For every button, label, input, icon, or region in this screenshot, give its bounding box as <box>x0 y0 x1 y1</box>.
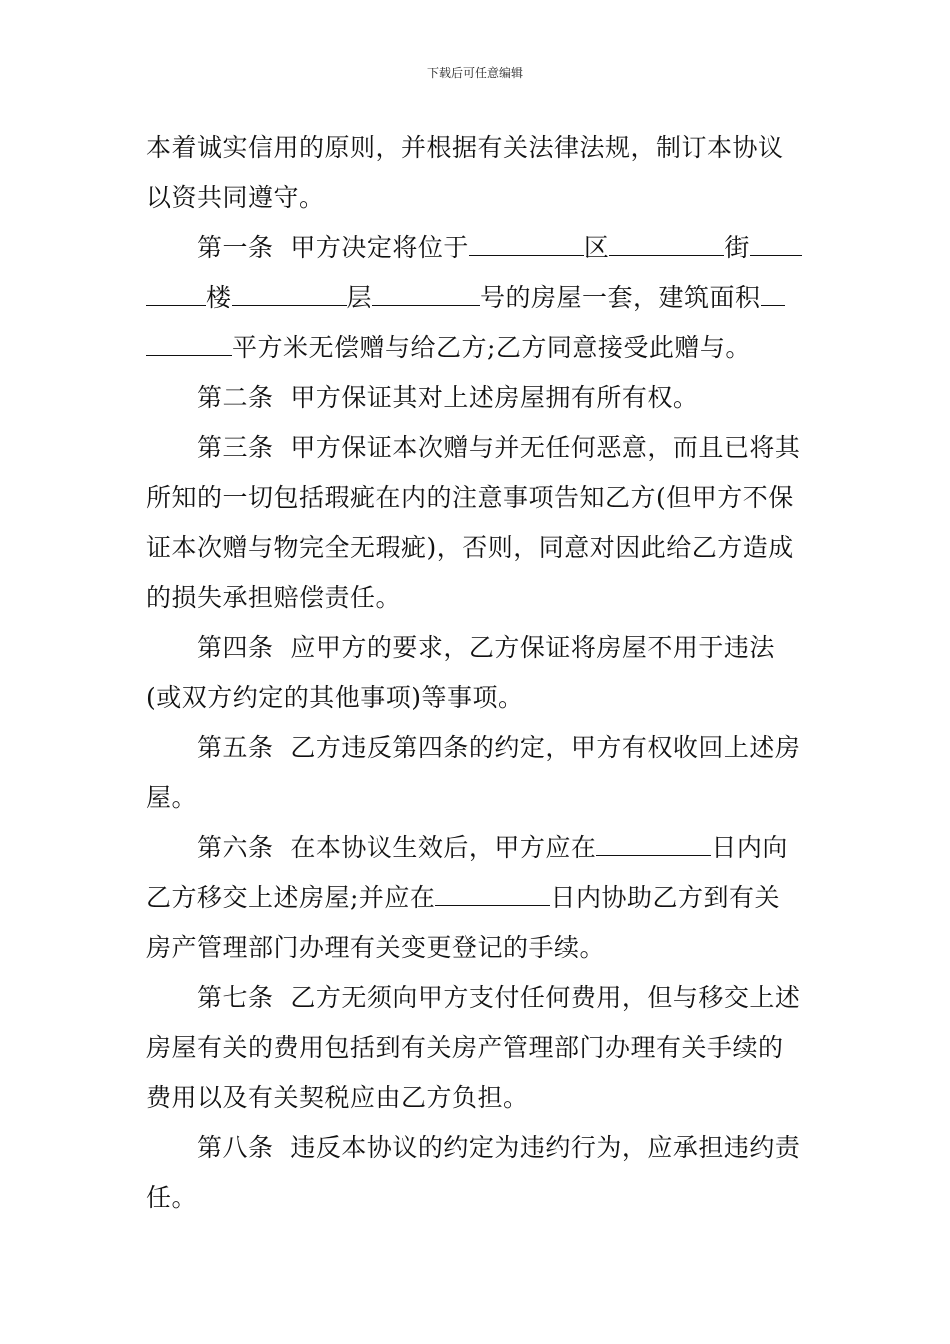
text-segment: 任。 <box>146 1183 198 1212</box>
blank-field <box>469 233 584 256</box>
text-segment: 乙方移交上述房屋;并应在 <box>146 883 436 912</box>
text-segment: 街 <box>724 233 750 262</box>
text-line <box>146 1182 197 1214</box>
text-line <box>146 482 794 514</box>
text-line <box>146 432 800 464</box>
text-segment: (或双方约定的其他事项)等事项。 <box>146 683 524 712</box>
text-line <box>146 1032 784 1064</box>
text-line <box>146 1132 800 1164</box>
text-segment: 的损失承担赔偿责任。 <box>146 583 402 612</box>
text-segment: 第二条 甲方保证其对上述房屋拥有所有权。 <box>146 383 699 412</box>
text-segment: 以资共同遵守。 <box>146 183 325 212</box>
text-line <box>146 782 197 814</box>
text-segment: 第六条 在本协议生效后，甲方应在 <box>146 833 597 862</box>
text-segment: 第一条 甲方决定将位于 <box>146 233 469 262</box>
text-line <box>146 632 775 664</box>
blank-field <box>146 333 232 356</box>
text-segment: 日内协助乙方到有关 <box>550 883 780 912</box>
text-line <box>146 232 802 264</box>
text-line <box>146 832 788 864</box>
text-line <box>146 682 524 714</box>
text-segment: 第八条 违反本协议的约定为违约行为，应承担违约责 <box>146 1133 801 1162</box>
text-segment: 第七条 乙方无须向甲方支付任何费用，但与移交上述 <box>146 983 801 1012</box>
text-segment: 所知的一切包括瑕疵在内的注意事项告知乙方(但甲方不保 <box>146 483 794 512</box>
text-line <box>146 582 401 614</box>
blank-field <box>146 283 206 306</box>
text-line <box>146 132 784 164</box>
text-segment: 费用以及有关契税应由乙方负担。 <box>146 1083 529 1112</box>
blank-field <box>372 283 480 306</box>
text-segment: 第五条 乙方违反第四条的约定，甲方有权收回上述房 <box>146 733 801 762</box>
text-segment: 本着诚实信用的原则，并根据有关法律法规，制订本协议 <box>146 133 784 162</box>
blank-field <box>609 233 724 256</box>
text-line <box>146 982 800 1014</box>
text-line <box>146 932 605 964</box>
text-segment: 日内向 <box>711 833 788 862</box>
text-line <box>146 532 794 564</box>
text-segment: 号的房屋一套，建筑面积 <box>480 283 761 312</box>
blank-field <box>761 283 785 306</box>
text-line <box>146 182 325 214</box>
text-segment: 第四条 应甲方的要求，乙方保证将房屋不用于违法 <box>146 633 775 662</box>
text-segment: 屋。 <box>146 783 198 812</box>
blank-field <box>232 283 347 306</box>
blank-field <box>596 833 711 856</box>
text-line <box>146 1082 529 1114</box>
text-segment: 区 <box>583 233 610 262</box>
blank-field <box>750 233 802 256</box>
text-line <box>146 732 800 764</box>
text-segment: 第三条 甲方保证本次赠与并无任何恶意，而且已将其 <box>146 433 801 462</box>
text-segment: 楼 <box>206 283 232 312</box>
text-segment: 平方米无偿赠与给乙方;乙方同意接受此赠与。 <box>232 333 751 362</box>
text-line <box>146 282 785 314</box>
page-header: 下载后可任意编辑 <box>426 66 523 80</box>
text-segment: 房产管理部门办理有关变更登记的手续。 <box>146 933 606 962</box>
text-line <box>146 882 780 914</box>
text-segment: 层 <box>346 283 373 312</box>
text-segment: 证本次赠与物完全无瑕疵)，否则，同意对因此给乙方造成 <box>146 533 794 562</box>
blank-field <box>435 883 550 906</box>
text-line <box>146 332 751 364</box>
text-line <box>146 382 698 414</box>
text-segment: 房屋有关的费用包括到有关房产管理部门办理有关手续的 <box>146 1033 784 1062</box>
